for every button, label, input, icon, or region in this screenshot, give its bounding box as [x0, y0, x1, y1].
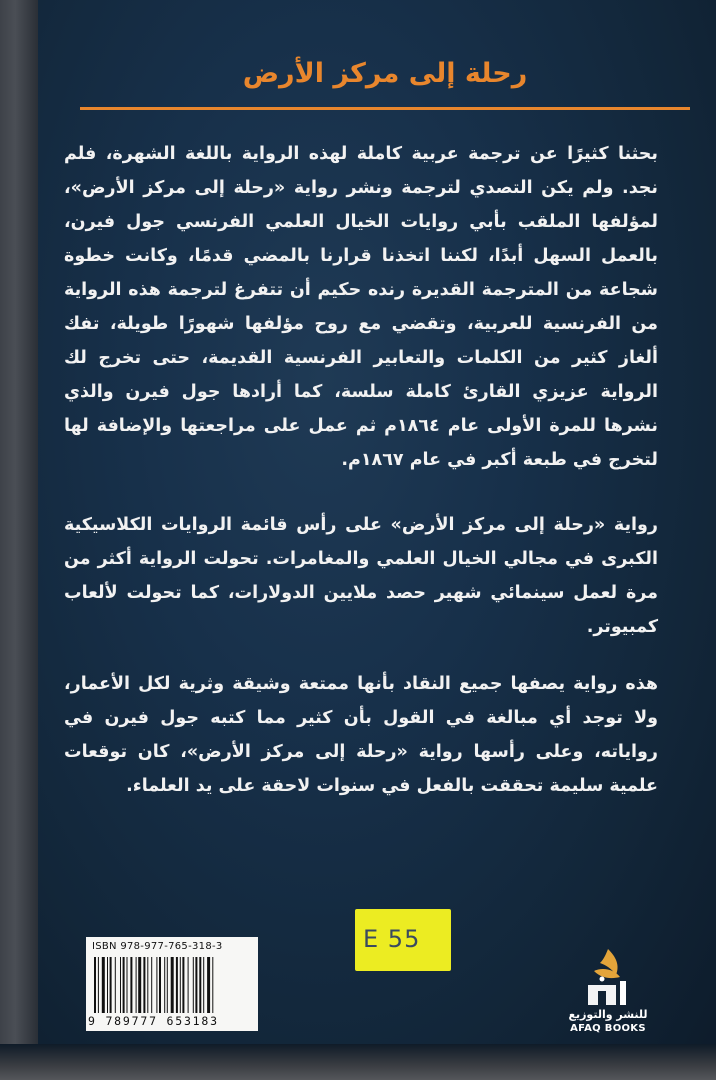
title-block	[80, 58, 690, 95]
title-underline	[80, 107, 690, 110]
blurb-paragraph-1: بحثنا كثيرًا عن ترجمة عربية كاملة لهذه الرواية باللغة الشهرة، فلم نجد. ولم يكن التصدي لترجمة ونشر رواية «رحلة إلى مركز الأرض»، لمؤلفها الملقب بأبي روايات الخيال العلمي الفرنسي جول فيرن، بالعمل السهل أبدًا، لكننا اتخذنا قرارنا بالمضي قدمًا، وكانت خطوة شجاعة من المترجمة القديرة رنده حكيم أن تتفرغ لترجمة هذه الرواية من الفرنسية للعربية، وتقضي مع روح مؤلفها شهورًا طويلة، تفك ألغاز كثير من الكلمات والتعابير الفرنسية القديمة، حتى تخرج لك الرواية عزيزي القارئ كاملة سلسة، كما أرادها جول فيرن والذي نشرها للمرة الأولى عام ١٨٦٤م ثم عمل على مراجعتها والإضافة لها لتخرج في طبعة أكبر في عام ١٨٦٧م.	[64, 144, 658, 470]
blurb-paragraph-3: هذه رواية يصفها جميع النقاد بأنها ممتعة وشيقة وثرية لكل الأعمار، ولا توجد أي مبالغة في القول بأن كثير مما كتبه جول فيرن في رواياته، وعلى رأسها رواية «رحلة إلى مركز الأرض»، كان توقعات علمية سليمة تحققت بالفعل في سنوات لاحقة على يد العلماء.	[64, 674, 658, 796]
publisher-name-english: AFAQ BOOKS	[570, 1023, 646, 1034]
barcode-bars	[94, 957, 250, 1013]
blurb-paragraph-2: رواية «رحلة إلى مركز الأرض» على رأس قائمة الروايات الكلاسيكية الكبرى في مجالي الخيال العلمي والمغامرات. تحولت الرواية أكثر من مرة لعمل سينمائي شهير حصد ملايين الدولارات، كما تحولت لألعاب كمبيوتر.	[64, 515, 658, 637]
barcode-digits: 9 789777 653183	[88, 1014, 219, 1028]
isbn-text: ISBN 978-977-765-318-3	[92, 941, 223, 952]
book-title: رحلة إلى مركز الأرض	[242, 58, 528, 89]
book-spine-edge	[0, 0, 38, 1080]
bottom-edge	[0, 1044, 716, 1080]
price-sticker	[355, 909, 451, 971]
barcode-label	[86, 937, 258, 1031]
price-sticker-text: E 55	[363, 925, 421, 953]
publisher-name-arabic: للنشر والتوزيع	[568, 1008, 648, 1021]
